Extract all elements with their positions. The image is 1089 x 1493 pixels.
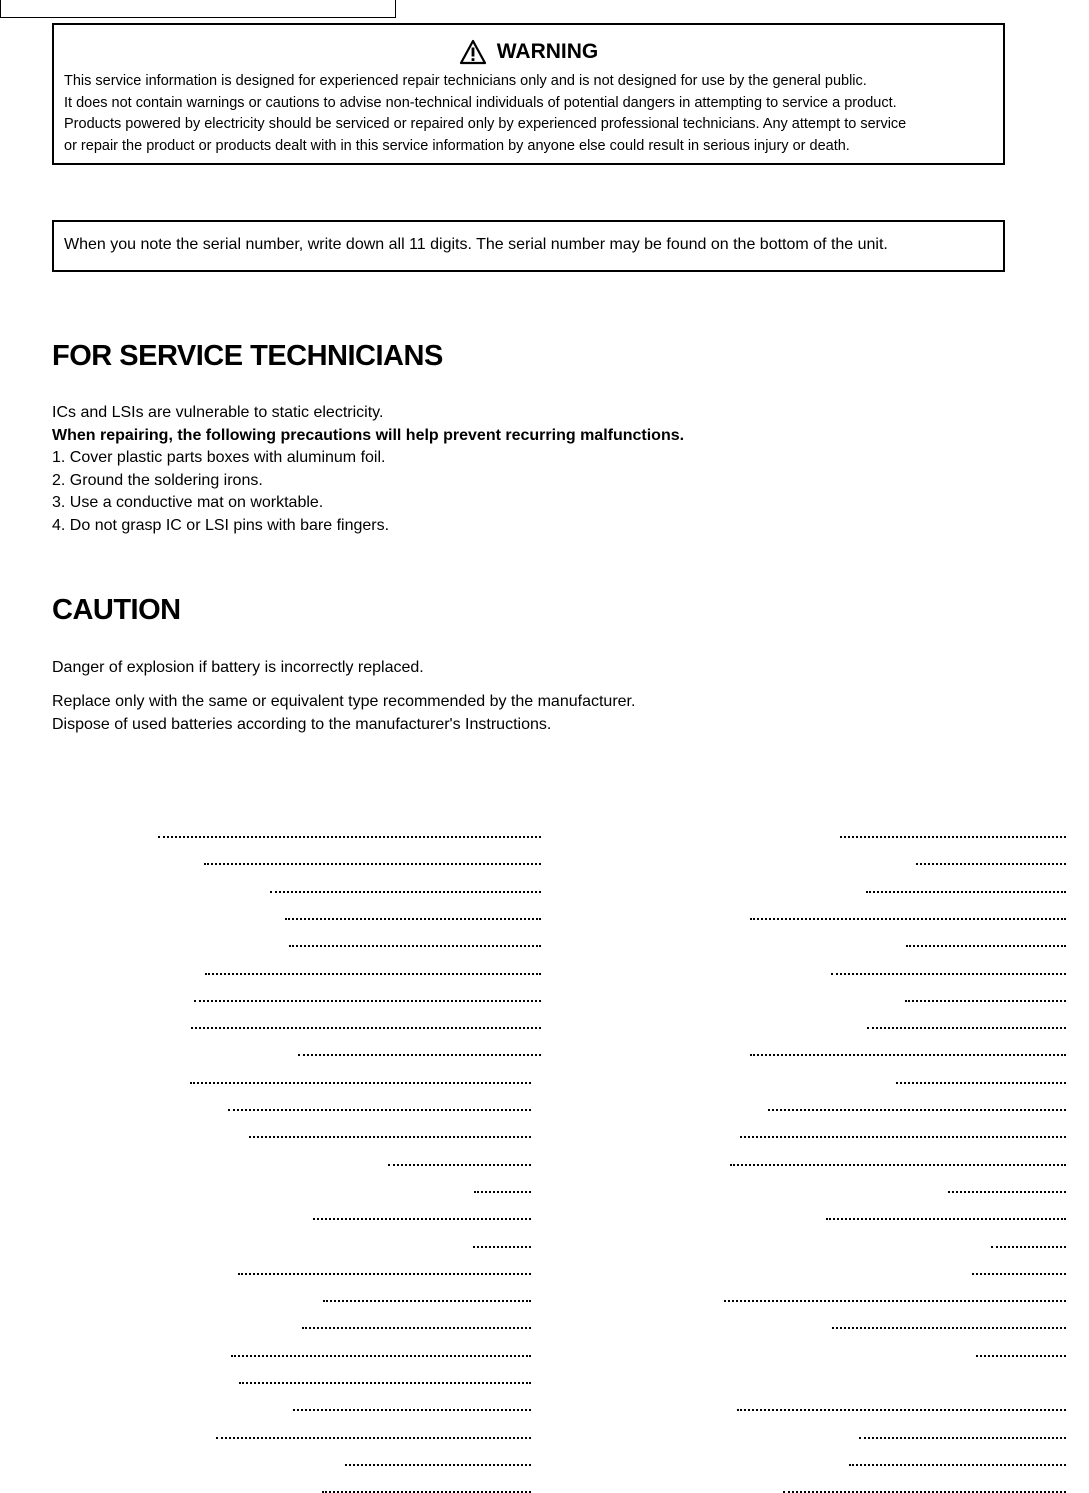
toc-leader-right <box>768 1109 1066 1111</box>
toc-leader-left <box>239 1382 531 1384</box>
toc-leader-right <box>948 1191 1066 1193</box>
toc-leader-right <box>976 1355 1066 1357</box>
precaution-item: 1. Cover plastic parts boxes with aluminum foil. <box>52 449 386 466</box>
toc-leader-left <box>190 1082 531 1084</box>
toc-leader-right <box>916 863 1066 865</box>
toc-leader-right <box>750 918 1066 920</box>
precaution-item: 3. Use a conductive mat on worktable. <box>52 494 324 511</box>
intro-line: ICs and LSIs are vulnerable to static electricity. <box>52 404 384 421</box>
toc-leader-right <box>831 973 1066 975</box>
toc-leader-right <box>905 1000 1066 1002</box>
toc-leader-left <box>231 1355 531 1357</box>
caution-title: CAUTION <box>52 594 181 626</box>
warning-title: WARNING <box>496 40 599 63</box>
toc-leader-right <box>906 945 1066 947</box>
toc-leader-right <box>896 1082 1066 1084</box>
precaution-heading: When repairing, the following precautions will help prevent recurring malfunctions. <box>52 426 685 444</box>
toc-leader-right <box>859 1437 1066 1439</box>
toc-leader-left <box>204 863 541 865</box>
service-technicians-title: FOR SERVICE TECHNICIANS <box>52 340 443 372</box>
toc-leader-right <box>730 1164 1066 1166</box>
caution-block <box>52 691 635 736</box>
toc-leader-right <box>991 1246 1066 1248</box>
toc-leader-left <box>191 1027 541 1029</box>
toc-leader-left <box>473 1246 531 1248</box>
toc-leader-left <box>289 945 541 947</box>
toc-leader-left <box>158 836 541 838</box>
toc-leader-left <box>238 1273 531 1275</box>
toc-leader-left <box>216 1437 531 1439</box>
serial-note-box <box>52 220 1005 272</box>
toc-leader-left <box>228 1109 531 1111</box>
caution-line: Replace only with the same or equivalent type recommended by the manufacturer. <box>52 693 636 710</box>
toc-leader-left <box>302 1327 531 1329</box>
caution-line: Danger of explosion if battery is incorrectly replaced. <box>52 659 424 676</box>
toc-leader-left <box>388 1164 531 1166</box>
warning-line: or repair the product or products dealt with in this service information by anyone else could result in serious injury or death. <box>64 137 850 154</box>
warning-line: Products powered by electricity should be serviced or repaired only by experienced professional technicians. Any attempt to service <box>64 116 907 132</box>
warning-triangle-icon <box>459 39 487 65</box>
header-frame <box>0 0 396 18</box>
toc-leader-left <box>285 918 541 920</box>
caution-line: Dispose of used batteries according to the manufacturer's Instructions. <box>52 715 552 733</box>
toc-leader-right <box>972 1273 1066 1275</box>
toc-leader-right <box>724 1300 1066 1302</box>
service-technicians-list <box>52 402 684 537</box>
warning-heading <box>64 35 993 69</box>
toc-leader-left <box>205 973 541 975</box>
toc-leader-right <box>740 1136 1066 1138</box>
toc-leader-left <box>298 1054 541 1056</box>
toc-leader-right <box>750 1054 1066 1056</box>
toc-leader-right <box>840 836 1066 838</box>
warning-line: This service information is designed for experienced repair technicians only and is not designed for use by the general public. <box>64 73 867 89</box>
toc-leader-left <box>249 1136 531 1138</box>
precaution-item: 2. Ground the soldering irons. <box>52 471 263 489</box>
toc-leader-left <box>474 1191 531 1193</box>
warning-line: It does not contain warnings or cautions to advise non-technical individuals of potential dangers in attempting to service a product. <box>64 94 897 111</box>
toc-leader-left <box>323 1300 531 1302</box>
warning-box <box>52 23 1005 165</box>
toc-leader-left <box>293 1409 531 1411</box>
toc-leader-left <box>345 1464 531 1466</box>
toc-leader-left <box>194 1000 541 1002</box>
serial-note-text: When you note the serial number, write down all 11 digits. The serial number may be found on the bottom of the unit. <box>64 236 888 253</box>
toc-leader-right <box>849 1464 1066 1466</box>
toc-leader-left <box>270 891 541 893</box>
toc-leader-right <box>866 891 1066 893</box>
precaution-item: 4. Do not grasp IC or LSI pins with bare fingers. <box>52 516 390 534</box>
toc-leader-right <box>867 1027 1066 1029</box>
toc-leader-right <box>826 1218 1066 1220</box>
toc-leader-right <box>737 1409 1066 1411</box>
warning-text <box>64 71 993 157</box>
toc-leader-right <box>832 1327 1066 1329</box>
toc-leader-left <box>313 1218 531 1220</box>
